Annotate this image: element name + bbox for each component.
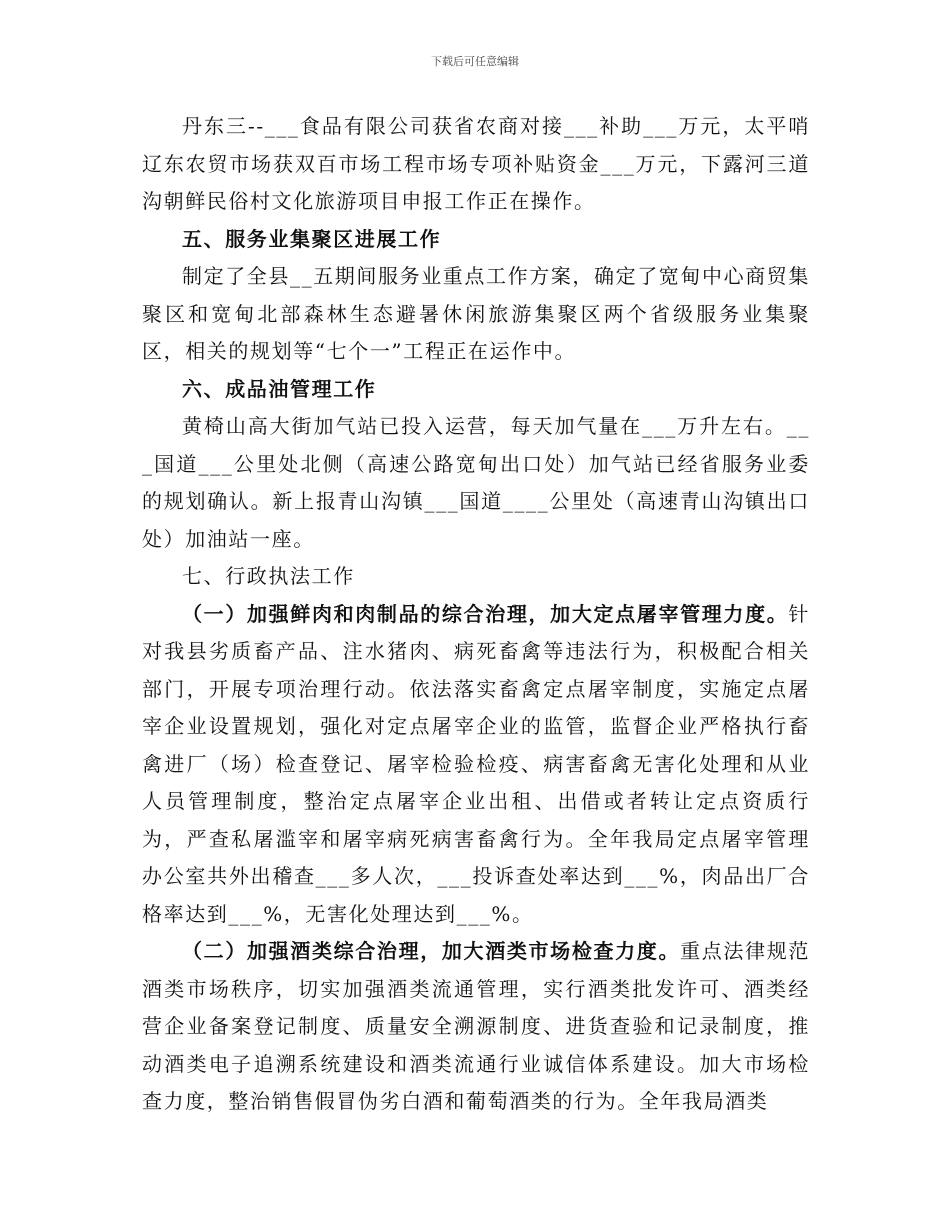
section-heading-6: 六、成品油管理工作 (182, 376, 377, 401)
section-heading-5: 五、服务业集聚区进展工作 (182, 226, 442, 251)
subsection-title-2: （二）加强酒类综合治理，加大酒类市场检查力度。 (182, 939, 681, 963)
paragraph-meat-governance (142, 596, 810, 934)
document-body (142, 108, 810, 1121)
subsection-body-2: 重点法律规范酒类市场秩序，切实加强酒类流通管理，实行酒类批发许可、酒类经营企业备案登记制度、质量安全溯源制度、进货查验和记录制度，推动酒类电子追溯系统建设和酒类流通行业诚信体系建设。加大市场检查力度，整治销售假冒伪劣白酒和葡萄酒类的行为。全年我局酒类 (142, 939, 810, 1113)
header-note: 下载后可任意编辑 (431, 55, 519, 68)
subsection-body-1: 针对我县劣质畜产品、注水猪肉、病死畜禽等违法行为，积极配合相关部门，开展专项治理行动。依法落实畜禽定点屠宰制度，实施定点屠宰企业设置规划，强化对定点屠宰企业的监管，监督企业严格执行畜禽进厂（场）检查登记、屠宰检验检疫、病害畜禽无害化处理和从业人员管理制度，整治定点屠宰企业出租、出借或者转让定点资质行为，严查私屠滥宰和屠宰病死病害畜禽行为。全年我局定点屠宰管理办公室共外出稽查___多人次，___投诉查处率达到___%，肉品出厂合格率达到___%，无害化处理达到___%。 (142, 601, 810, 926)
paragraph-fundraising: 丹东三--___食品有限公司获省农商对接___补助___万元，太平哨辽东农贸市场获双百市场工程市场专项补贴资金___万元，下露河三道沟朝鲜民俗村文化旅游项目申报工作正在操作。 (142, 114, 810, 213)
subsection-title-1: （一）加强鲜肉和肉制品的综合治理，加大定点屠宰管理力度。 (182, 601, 789, 626)
section-heading-7: 七、行政执法工作 (182, 564, 355, 588)
paragraph-oil-management: 黄椅山高大街加气站已投入运营，每天加气量在___万升左右。___国道___公里处北侧（高速公路宽甸出口处）加气站已经省服务业委的规划确认。新上报青山沟镇___国道____公里处（高速青山沟镇出口处）加油站一座。 (142, 414, 810, 551)
paragraph-service-cluster: 制定了全县__五期间服务业重点工作方案，确定了宽甸中心商贸集聚区和宽甸北部森林生态避暑休闲旅游集聚区两个省级服务业集聚区，相关的规划等“七个一”工程正在运作中。 (142, 264, 810, 363)
paragraph-liquor-governance (142, 933, 810, 1121)
